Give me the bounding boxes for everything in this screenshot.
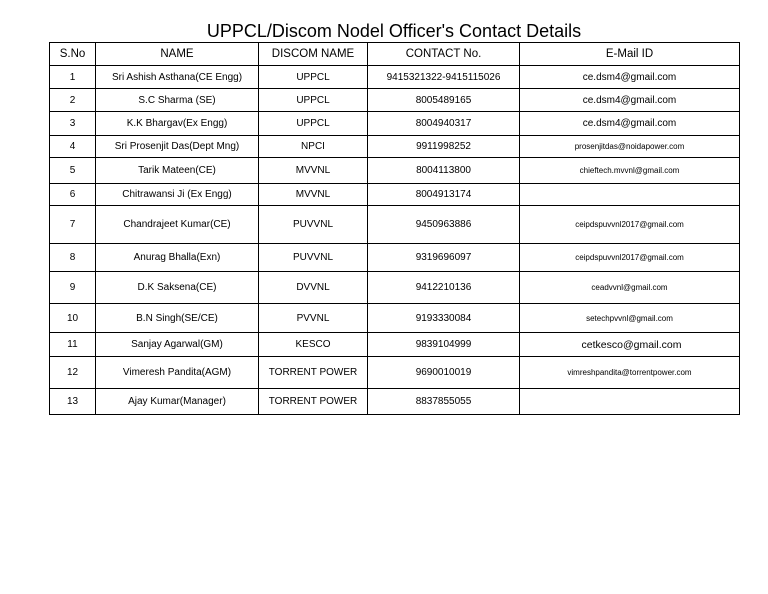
email-cell: ce.dsm4@gmail.com xyxy=(520,112,740,136)
discom-cell: DVVNL xyxy=(259,272,368,304)
contact-cell: 9450963886 xyxy=(368,206,520,244)
discom-cell: UPPCL xyxy=(259,89,368,112)
table-row xyxy=(50,333,740,357)
table-row xyxy=(50,136,740,158)
sno-cell: 4 xyxy=(50,136,96,158)
name-cell: Ajay Kumar(Manager) xyxy=(96,389,259,415)
discom-cell: UPPCL xyxy=(259,112,368,136)
sno-cell: 11 xyxy=(50,333,96,357)
discom-cell: KESCO xyxy=(259,333,368,357)
sno-cell: 7 xyxy=(50,206,96,244)
sno-cell: 9 xyxy=(50,272,96,304)
email-cell xyxy=(520,184,740,206)
table-row xyxy=(50,389,740,415)
contact-cell: 9193330084 xyxy=(368,304,520,333)
table-row xyxy=(50,206,740,244)
sno-cell: 10 xyxy=(50,304,96,333)
discom-cell: UPPCL xyxy=(259,66,368,89)
contact-cell: 8837855055 xyxy=(368,389,520,415)
sno-cell: 6 xyxy=(50,184,96,206)
discom-cell: NPCI xyxy=(259,136,368,158)
discom-cell: PUVVNL xyxy=(259,244,368,272)
page-title: UPPCL/Discom Nodel Officer's Contact Details xyxy=(206,21,582,41)
name-cell: Chitrawansi Ji (Ex Engg) xyxy=(96,184,259,206)
name-cell: B.N Singh(SE/CE) xyxy=(96,304,259,333)
contact-cell: 9839104999 xyxy=(368,333,520,357)
name-cell: Sri Prosenjit Das(Dept Mng) xyxy=(96,136,259,158)
header-sno: S.No xyxy=(50,43,96,66)
contact-cell: 9319696097 xyxy=(368,244,520,272)
contact-cell: 9415321322-9415115026 xyxy=(368,66,520,89)
sno-cell: 12 xyxy=(50,357,96,389)
email-cell: cetkesco@gmail.com xyxy=(520,333,740,357)
discom-cell: MVVNL xyxy=(259,158,368,184)
name-cell: S.C Sharma (SE) xyxy=(96,89,259,112)
discom-cell: MVVNL xyxy=(259,184,368,206)
contact-cell: 9690010019 xyxy=(368,357,520,389)
header-email: E-Mail ID xyxy=(520,43,740,66)
sno-cell: 8 xyxy=(50,244,96,272)
contact-table xyxy=(49,42,740,415)
email-cell xyxy=(520,389,740,415)
contact-cell: 8004113800 xyxy=(368,158,520,184)
table-row xyxy=(50,304,740,333)
table-row xyxy=(50,158,740,184)
table-row xyxy=(50,357,740,389)
sno-cell: 13 xyxy=(50,389,96,415)
name-cell: Sanjay Agarwal(GM) xyxy=(96,333,259,357)
table-row xyxy=(50,184,740,206)
name-cell: Chandrajeet Kumar(CE) xyxy=(96,206,259,244)
header-discom: DISCOM NAME xyxy=(259,43,368,66)
email-cell: ceipdspuvvnl2017@gmail.com xyxy=(520,244,740,272)
table-row xyxy=(50,66,740,89)
sno-cell: 1 xyxy=(50,66,96,89)
email-cell: vimreshpandita@torrentpower.com xyxy=(520,357,740,389)
contact-cell: 8004940317 xyxy=(368,112,520,136)
email-cell: ceadvvnl@gmail.com xyxy=(520,272,740,304)
email-cell: ce.dsm4@gmail.com xyxy=(520,66,740,89)
name-cell: Anurag Bhalla(Exn) xyxy=(96,244,259,272)
name-cell: Vimeresh Pandita(AGM) xyxy=(96,357,259,389)
name-cell: Sri Ashish Asthana(CE Engg) xyxy=(96,66,259,89)
name-cell: K.K Bhargav(Ex Engg) xyxy=(96,112,259,136)
email-cell: prosenjitdas@noidapower.com xyxy=(520,136,740,158)
discom-cell: TORRENT POWER xyxy=(259,389,368,415)
email-cell: ce.dsm4@gmail.com xyxy=(520,89,740,112)
email-cell: setechpvvnl@gmail.com xyxy=(520,304,740,333)
discom-cell: PUVVNL xyxy=(259,206,368,244)
header-row xyxy=(50,43,740,66)
table-row xyxy=(50,244,740,272)
sno-cell: 2 xyxy=(50,89,96,112)
table-row xyxy=(50,272,740,304)
email-cell: ceipdspuvvnl2017@gmail.com xyxy=(520,206,740,244)
table-row xyxy=(50,89,740,112)
header-contact: CONTACT No. xyxy=(368,43,520,66)
header-name: NAME xyxy=(96,43,259,66)
table-row xyxy=(50,112,740,136)
discom-cell: PVVNL xyxy=(259,304,368,333)
email-cell: chieftech.mvvnl@gmail.com xyxy=(520,158,740,184)
name-cell: Tarik Mateen(CE) xyxy=(96,158,259,184)
contact-cell: 9412210136 xyxy=(368,272,520,304)
contact-cell: 8005489165 xyxy=(368,89,520,112)
name-cell: D.K Saksena(CE) xyxy=(96,272,259,304)
contact-cell: 9911998252 xyxy=(368,136,520,158)
sno-cell: 5 xyxy=(50,158,96,184)
sno-cell: 3 xyxy=(50,112,96,136)
discom-cell: TORRENT POWER xyxy=(259,357,368,389)
contact-cell: 8004913174 xyxy=(368,184,520,206)
